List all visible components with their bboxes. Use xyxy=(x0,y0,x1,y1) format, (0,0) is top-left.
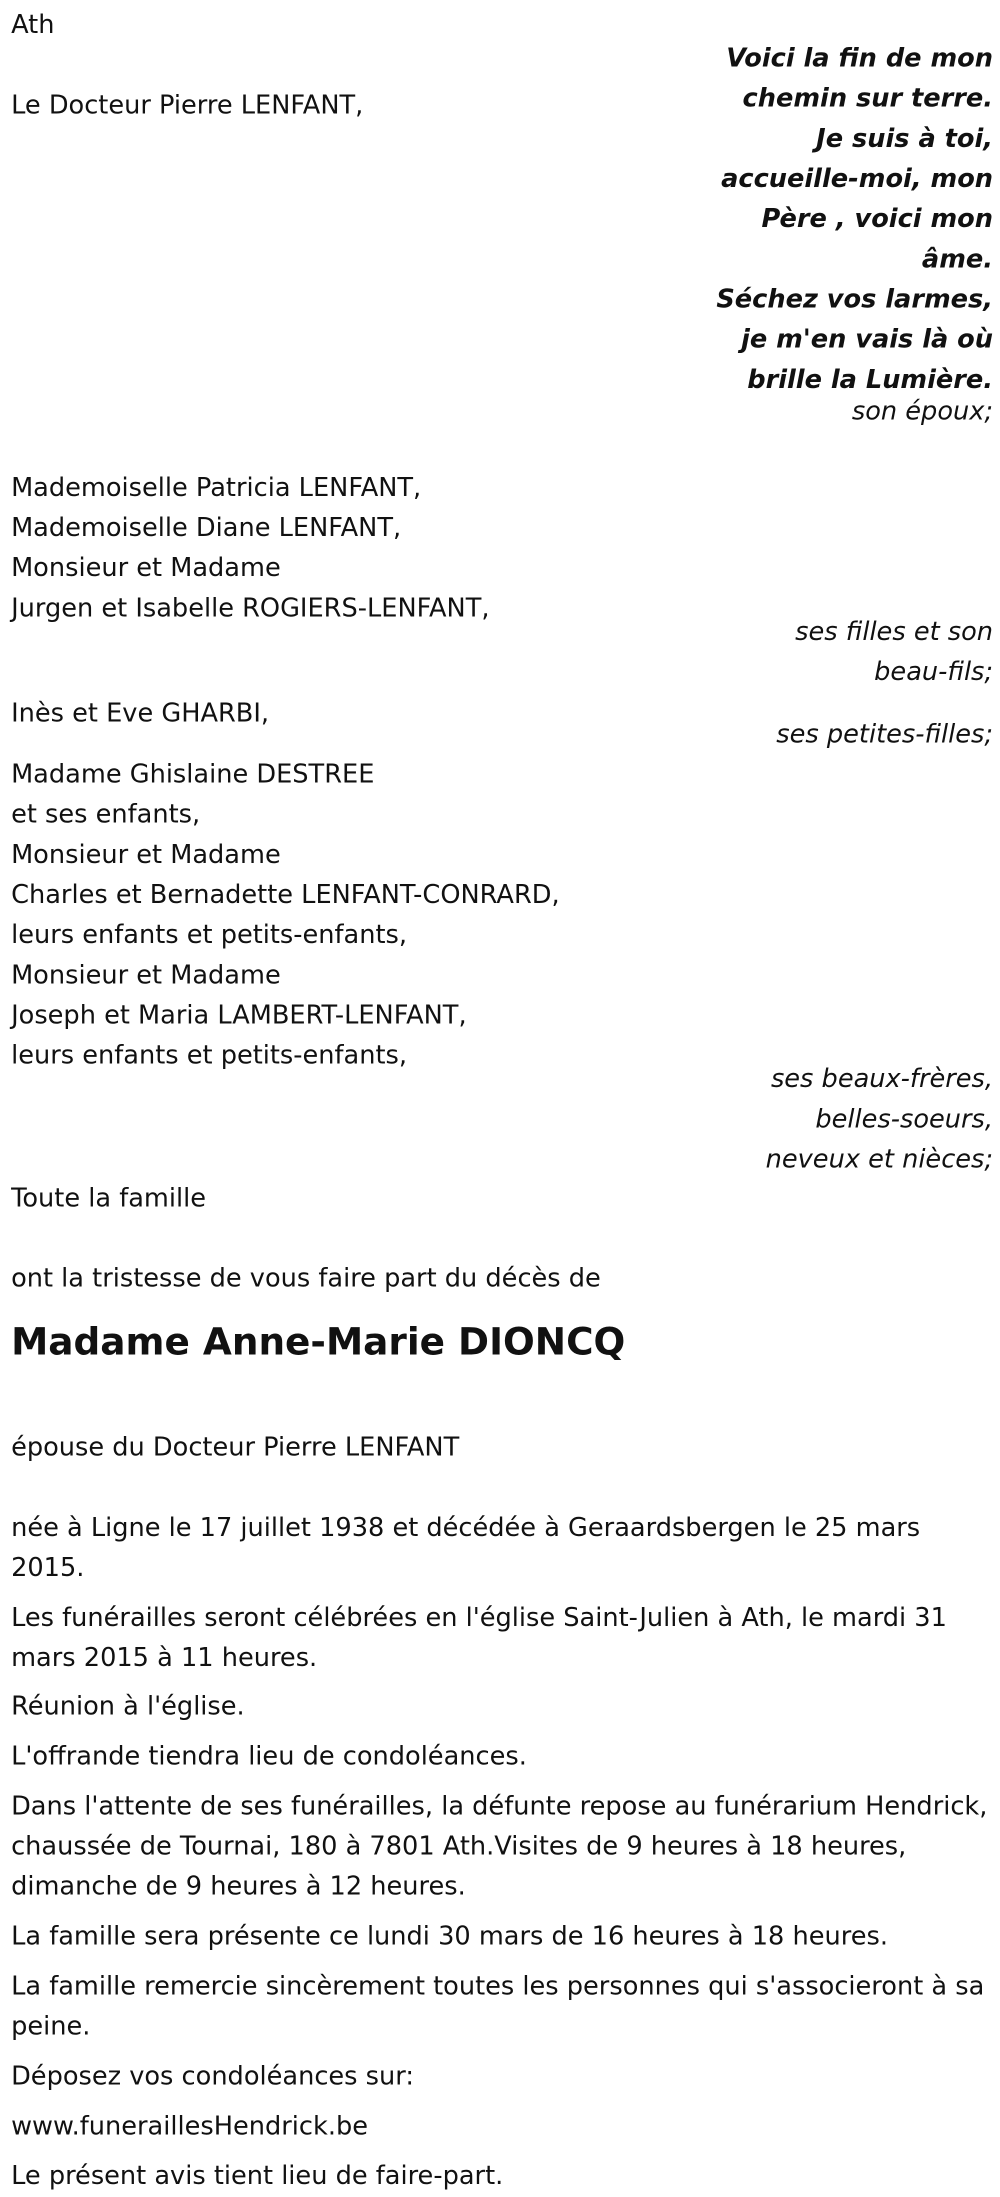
deceased-name: Madame Anne-Marie DIONCQ xyxy=(11,1321,626,1365)
in-law-name: leurs enfants et petits-enfants, xyxy=(11,921,408,951)
in-law-name: et ses enfants, xyxy=(11,800,201,830)
child-name: Monsieur et Madame xyxy=(11,554,281,584)
announcement: ont la tristesse de vous faire part du décès de xyxy=(11,1264,601,1294)
poem-line: je m'en vais là où xyxy=(741,325,994,355)
poem-line: accueille-moi, mon xyxy=(721,164,994,194)
poem-line: Séchez vos larmes, xyxy=(716,285,994,315)
in-law-name: Monsieur et Madame xyxy=(11,840,281,870)
paragraph: Les funérailles seront célébrées en l'église Saint-Julien à Ath, le mardi 31 mars 2015 à 11 heures. xyxy=(11,1603,947,1674)
spouse-relation: son époux; xyxy=(851,397,994,427)
in-law-name: leurs enfants et petits-enfants, xyxy=(11,1041,408,1071)
poem-line: Je suis à toi, xyxy=(816,124,994,154)
in-laws-relation: neveux et nièces; xyxy=(765,1145,994,1175)
poem-line: Père , voici mon xyxy=(761,204,994,235)
city-name: Ath xyxy=(11,11,55,41)
in-law-name: Charles et Bernadette LENFANT-CONRARD, xyxy=(11,880,560,910)
in-law-name: Madame Ghislaine DESTREE xyxy=(11,760,375,790)
paragraph: née à Ligne le 17 juillet 1938 et décédée à Geraardsbergen le 25 mars 2015. xyxy=(11,1513,921,1584)
in-laws-relation: belles-soeurs, xyxy=(815,1105,994,1135)
poem xyxy=(716,39,993,400)
in-laws-relation: ses beaux-frères, xyxy=(770,1065,994,1095)
poem-line: brille la Lumière. xyxy=(747,365,994,395)
paragraph: Dans l'attente de ses funérailles, la défunte repose au funérarium Hendrick, chaussée de Tournai, 180 à 7801 Ath.Visites de 9 heures à 18 heures, dimanche de 9 heures à 12 heures. xyxy=(11,1792,988,1902)
child-name: Mademoiselle Patricia LENFANT, xyxy=(11,473,422,503)
in-law-name: Joseph et Maria LAMBERT-LENFANT, xyxy=(11,1001,467,1031)
paragraph: La famille sera présente ce lundi 30 mars de 16 heures à 18 heures. xyxy=(11,1922,888,1952)
children-relation: ses filles et son xyxy=(795,617,994,647)
paragraph: Réunion à l'église. xyxy=(11,1692,245,1722)
spouse-name: Le Docteur Pierre LENFANT, xyxy=(11,91,364,121)
grandchild-name: Inès et Eve GHARBI, xyxy=(11,699,270,729)
in-law-name: Monsieur et Madame xyxy=(11,961,281,991)
child-name: Jurgen et Isabelle ROGIERS-LENFANT, xyxy=(11,594,490,624)
poem-line: chemin sur terre. xyxy=(742,84,994,114)
poem-line: Voici la fin de mon xyxy=(726,44,994,74)
paragraph: Le présent avis tient lieu de faire-part. xyxy=(11,2161,504,2192)
poem-line: âme. xyxy=(921,245,994,275)
paragraph: La famille remercie sincèrement toutes les personnes qui s'associeront à sa peine. xyxy=(11,1972,985,2042)
condolence-link[interactable]: www.funeraillesHendrick.be xyxy=(11,2112,368,2142)
paragraph: Déposez vos condoléances sur: xyxy=(11,2062,414,2092)
spouse-of: épouse du Docteur Pierre LENFANT xyxy=(11,1433,460,1463)
family-line: Toute la famille xyxy=(11,1184,207,1214)
child-name: Mademoiselle Diane LENFANT, xyxy=(11,513,402,543)
grandchildren-relation: ses petites-filles; xyxy=(776,720,994,750)
paragraph: L'offrande tiendra lieu de condoléances. xyxy=(11,1742,527,1772)
children-relation: beau-fils; xyxy=(874,657,994,687)
